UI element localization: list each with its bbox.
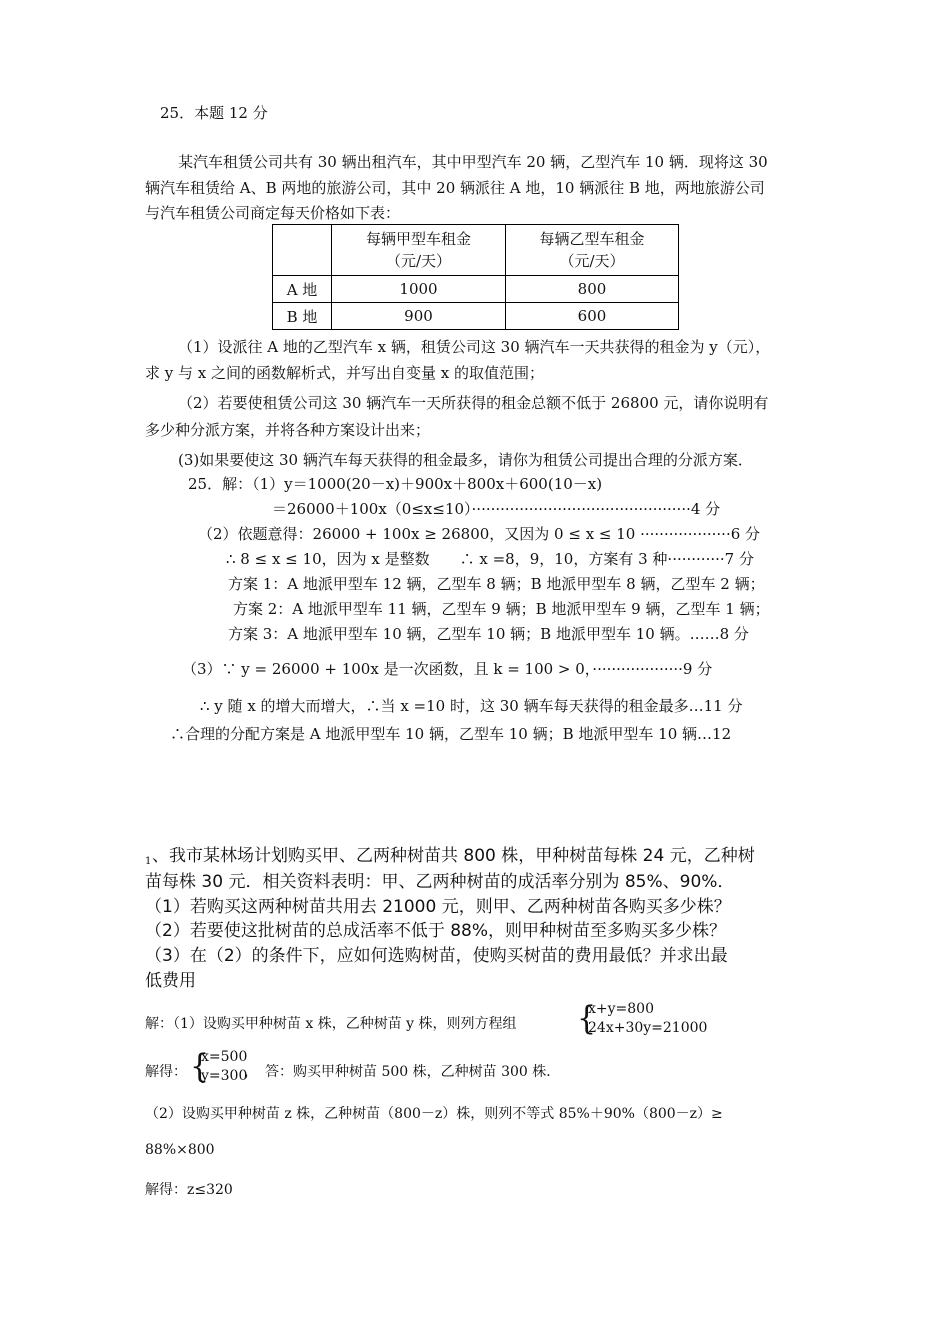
problem-line: （3）在（2）的条件下，应如何选购树苗，使购买树苗的费用最低？并求出最 bbox=[145, 946, 728, 966]
solution-line: ∴ 8 ≤ x ≤ 10，因为 x 是整数 ∴ x =8，9，10，方案有 3 种············7 分 bbox=[226, 550, 754, 568]
solution-label: 解得： bbox=[145, 1064, 187, 1080]
section-title: 25．本题 12 分 bbox=[160, 104, 268, 122]
solution-line: 25．解：（1）y＝1000(20－x)＋900x＋800x＋600(10－x) bbox=[188, 475, 603, 493]
problem-line: 、我市某林场计划购买甲、乙两种树苗共 800 株，甲种树苗每株 24 元，乙种树 bbox=[152, 846, 755, 866]
equation-top: x+y=800 bbox=[588, 1001, 654, 1017]
solution-line: 解：（1）设购买甲种树苗 x 株，乙种树苗 y 株，则列方程组 bbox=[145, 1016, 517, 1032]
table-cell-place: A 地 bbox=[273, 276, 332, 303]
problem-line: 苗每株 30 元．相关资料表明：甲、乙两种树苗的成活率分别为 85%、90%． bbox=[145, 872, 735, 892]
solution-line: ∴合理的分配方案是 A 地派甲型车 10 辆，乙型车 10 辆；B 地派甲型车 10 辆…12 bbox=[170, 725, 732, 743]
problem-intro-line: 辆汽车租赁给 A、B 两地的旅游公司，其中 20 辆派往 A 地，10 辆派往 B 地，两地旅游公司 bbox=[145, 179, 765, 197]
rent-table bbox=[272, 224, 679, 330]
table-cell-place: B 地 bbox=[273, 303, 332, 330]
left-brace-icon: { bbox=[577, 999, 597, 1038]
solution-line: 88%×800 bbox=[145, 1142, 215, 1158]
equation-bottom: 24x+30y=21000 bbox=[588, 1020, 708, 1036]
solution-line: 解得：z≤320 bbox=[145, 1182, 233, 1198]
problem-line: （2）若要使这批树苗的总成活率不低于 88%，则甲种树苗至多购买多少株？ bbox=[145, 921, 727, 941]
problem-intro-line: 某汽车租赁公司共有 30 辆出租汽车，其中甲型汽车 20 辆，乙型汽车 10 辆．现将这 30 bbox=[178, 153, 768, 171]
equation-top: x=500 bbox=[201, 1049, 248, 1065]
problem-line: 低费用 bbox=[145, 971, 196, 991]
question-2-cont: 多少种分派方案，并将各种方案设计出来； bbox=[145, 421, 431, 439]
table-row bbox=[273, 276, 679, 303]
plan-line: 方案 2：A 地派甲型车 11 辆，乙型车 9 辆；B 地派甲型车 9 辆，乙型车 1 辆； bbox=[233, 600, 770, 618]
problem-number: 1 bbox=[145, 856, 152, 867]
plan-line: 方案 3：A 地派甲型车 10 辆，乙型车 10 辆；B 地派甲型车 10 辆。……8 分 bbox=[228, 625, 749, 643]
table-corner-cell bbox=[273, 225, 332, 276]
table-header-jia: 每辆甲型车租金 （元/天） bbox=[332, 225, 506, 276]
table-cell-yi: 600 bbox=[506, 303, 679, 330]
question-2: （2）若要使租赁公司这 30 辆汽车一天所获得的租金总额不低于 26800 元，请你说明有 bbox=[178, 394, 769, 412]
problem-line: （1）若购买这两种树苗共用去 21000 元，则甲、乙两种树苗各购买多少株？ bbox=[145, 897, 731, 917]
question-3: (3)如果要使这 30 辆汽车每天获得的租金最多，请你为租赁公司提出合理的分派方案． bbox=[178, 451, 753, 469]
question-1-cont: 求 y 与 x 之间的函数解析式，并写出自变量 x 的取值范围； bbox=[145, 364, 545, 382]
solution-line: ＝26000＋100x（0≤x≤10）··············································4 分 bbox=[272, 500, 721, 518]
solution-line: （2）依题意得：26000 + 100x ≥ 26800，又因为 0 ≤ x ≤ 10 ···················6 分 bbox=[198, 525, 761, 543]
solution-answer: ， 答：购买甲种树苗 500 株，乙种树苗 300 株． bbox=[244, 1064, 561, 1080]
solution-line: （3）∵ y = 26000 + 100x 是一次函数，且 k = 100 > 0，···················9 分 bbox=[182, 660, 713, 678]
question-1: （1）设派往 A 地的乙型汽车 x 辆，租赁公司这 30 辆汽车一天共获得的租金为 y（元）， bbox=[178, 338, 771, 356]
equation-bottom: y=300 bbox=[201, 1068, 248, 1084]
table-header-yi: 每辆乙型车租金 （元/天） bbox=[506, 225, 679, 276]
table-cell-jia: 900 bbox=[332, 303, 506, 330]
plan-line: 方案 1：A 地派甲型车 12 辆，乙型车 8 辆；B 地派甲型车 8 辆，乙型车 2 辆； bbox=[228, 575, 765, 593]
table-cell-yi: 800 bbox=[506, 276, 679, 303]
solution-line: ∴ y 随 x 的增大而增大，∴当 x =10 时，这 30 辆车每天获得的租金最多…11 分 bbox=[200, 697, 743, 715]
table-row bbox=[273, 303, 679, 330]
solution-line: （2）设购买甲种树苗 z 株，乙种树苗（800－z）株，则列不等式 85%＋90%（800－z）≥ bbox=[145, 1106, 723, 1122]
table-cell-jia: 1000 bbox=[332, 276, 506, 303]
problem-intro-line: 与汽车租赁公司商定每天价格如下表： bbox=[145, 204, 401, 222]
left-brace-icon: { bbox=[190, 1047, 210, 1086]
